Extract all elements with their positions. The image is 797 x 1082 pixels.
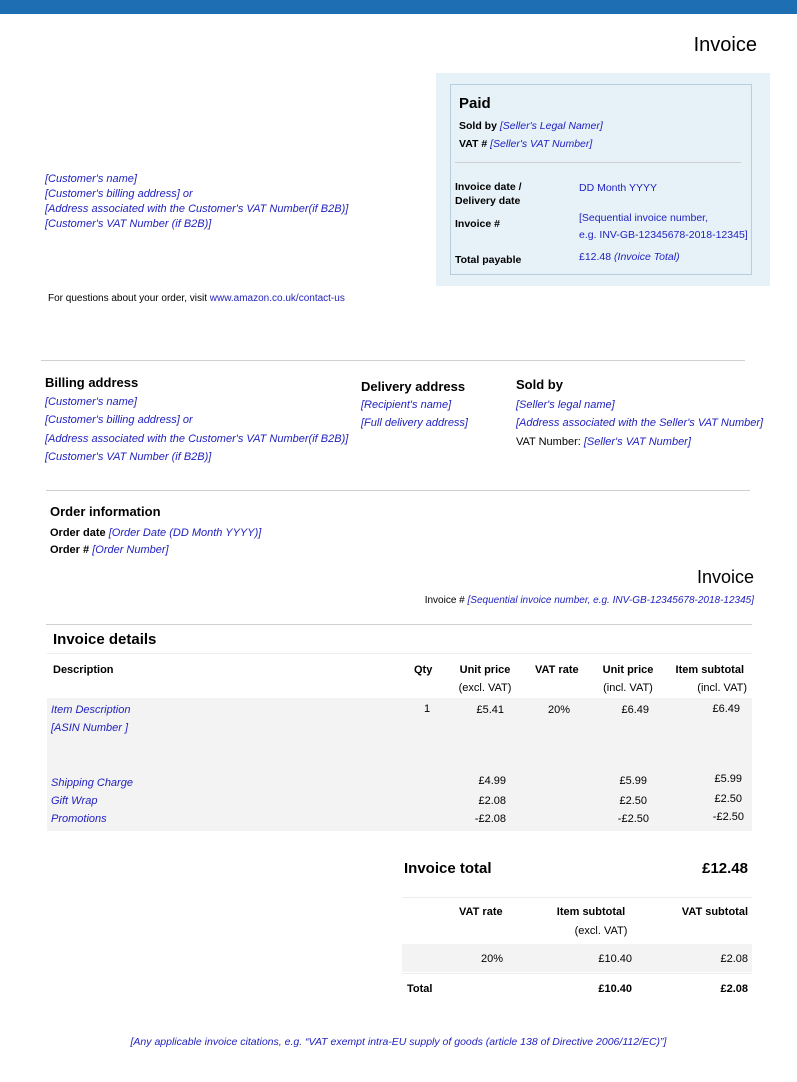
col-item-subtotal-sub: (incl. VAT) [697, 682, 747, 694]
charge-incl: -£2.50 [617, 813, 649, 825]
paid-sold-by [459, 120, 603, 132]
totals-col-item-subtotal: Item subtotal [556, 906, 626, 918]
col-unit-price: Unit price [459, 664, 511, 676]
charge-incl: £2.50 [619, 795, 647, 807]
item-subtotal: £6.49 [712, 703, 740, 715]
charge-incl: £5.99 [619, 775, 647, 787]
invoice-date-value: DD Month YYYY [579, 182, 658, 194]
col-description: Description [53, 664, 114, 676]
billing-line: [Customer's billing address] or [45, 414, 193, 427]
totals-total-item: £10.40 [598, 983, 632, 995]
order-number-line [50, 544, 169, 556]
totals-col-item-subtotal-sub: (excl. VAT) [574, 925, 628, 937]
section-divider [46, 624, 752, 625]
invoice-section-number-label: Invoice # [424, 595, 465, 606]
invoice-number-value-1: [Sequential invoice number, [579, 212, 708, 224]
billing-line: [Address associated with the Customer's VAT Number(if B2B)] [45, 432, 349, 445]
billing-lines [45, 393, 348, 466]
order-date-label: Order date [50, 527, 106, 539]
delivery-heading: Delivery address [361, 379, 466, 394]
customer-block [45, 172, 348, 232]
charge-label: Gift Wrap [51, 795, 98, 807]
invoice-date-label: Invoice date / Delivery date [455, 181, 522, 207]
vat-value: [Seller's VAT Number] [490, 138, 593, 150]
item-asin: [ASIN Number ] [51, 722, 129, 734]
invoice-total-label: Invoice total [404, 860, 492, 877]
section-divider [46, 490, 750, 491]
seller-vat-label: VAT Number: [516, 435, 581, 448]
sold-by-heading: Sold by [516, 377, 563, 392]
seller-address: [Address associated with the Seller's VAT Number] [516, 417, 764, 430]
table-divider [47, 653, 752, 654]
charge-subtotal: £5.99 [714, 773, 742, 785]
total-payable-label: Total payable [455, 254, 522, 266]
paid-divider [455, 162, 741, 163]
customer-vat-address: [Address associated with the Customer's VAT Number(if B2B)] [45, 203, 349, 215]
customer-billing: [Customer's billing address] or [45, 188, 193, 200]
invoice-number-label: Invoice # [455, 218, 500, 230]
total-payable-amount: £12.48 [579, 251, 612, 263]
delivery-line: [Recipient's name] [361, 399, 452, 411]
total-payable-value [579, 251, 680, 263]
billing-heading: Billing address [45, 375, 139, 390]
totals-row-item: £10.40 [598, 953, 632, 965]
totals-row-rate: 20% [481, 953, 504, 965]
totals-row-vat: £2.08 [720, 953, 748, 965]
order-number-label: Order # [50, 544, 90, 556]
delivery-line: [Full delivery address] [361, 417, 468, 430]
seller-legal-name: [Seller's legal name] [516, 399, 615, 411]
vat-label: VAT # [459, 138, 488, 150]
seller-vat-line [516, 433, 763, 451]
totals-col-vat-rate: VAT rate [459, 906, 503, 918]
sold-by-lines [516, 396, 763, 451]
invoice-total-amount: £12.48 [702, 860, 748, 877]
item-description: Item Description [51, 704, 131, 716]
seller-vat-value: [Seller's VAT Number] [583, 435, 691, 448]
col-unit-price-incl: Unit price [602, 664, 654, 676]
col-item-subtotal: Item subtotal [675, 664, 744, 676]
charge-label: Promotions [51, 813, 107, 825]
item-vat-rate: 20% [548, 704, 571, 716]
col-qty: Qty [414, 664, 433, 676]
invoice-details-heading: Invoice details [53, 631, 157, 648]
page-title: Invoice [693, 34, 757, 56]
charge-subtotal: -£2.50 [712, 811, 744, 823]
paid-heading: Paid [459, 95, 491, 112]
contact-link[interactable]: www.amazon.co.uk/contact-us [209, 293, 345, 304]
item-unit-excl: £5.41 [476, 704, 504, 716]
charge-label: Shipping Charge [51, 777, 133, 789]
section-divider [41, 360, 745, 361]
invoice-section-title: Invoice [696, 567, 754, 587]
totals-total-label: Total [407, 983, 433, 995]
totals-total-vat: £2.08 [720, 983, 748, 995]
footer-citation: [Any applicable invoice citations, e.g. “VAT exempt intra-EU supply of goods (article 138 of Directive 2006/112/EC)”] [130, 1036, 667, 1048]
sold-by-value: [Seller's Legal Namer] [499, 120, 603, 132]
charge-excl: -£2.08 [474, 813, 506, 825]
item-qty: 1 [424, 703, 431, 715]
customer-vat-number: [Customer's VAT Number (if B2B)] [45, 218, 212, 230]
order-date-value: [Order Date (DD Month YYYY)] [108, 527, 262, 539]
items-body [47, 698, 752, 831]
invoice-section-number-value: [Sequential invoice number, e.g. INV-GB-12345678-2018-12345] [467, 595, 754, 606]
invoice-number-value-2: e.g. INV-GB-12345678-2018-12345] [579, 229, 748, 241]
billing-line: [Customer's name] [45, 396, 137, 408]
charge-excl: £2.08 [478, 795, 506, 807]
total-payable-note: (Invoice Total) [614, 251, 680, 263]
invoice-section-number [425, 595, 754, 606]
totals-divider [402, 973, 752, 974]
order-info-heading: Order information [50, 504, 161, 519]
item-unit-incl: £6.49 [621, 704, 649, 716]
col-vat-rate: VAT rate [535, 664, 579, 676]
questions-text: For questions about your order, visit [48, 293, 207, 304]
order-number-value: [Order Number] [92, 544, 169, 556]
delivery-lines [361, 396, 468, 433]
col-incl-vat: (incl. VAT) [603, 682, 653, 694]
totals-col-vat-subtotal: VAT subtotal [681, 906, 748, 918]
order-date-line [50, 527, 261, 539]
questions-line [48, 293, 345, 304]
paid-vat [459, 138, 592, 150]
customer-name: [Customer's name] [45, 173, 137, 185]
totals-divider [402, 897, 752, 898]
col-excl-vat: (excl. VAT) [458, 682, 512, 694]
charge-subtotal: £2.50 [714, 793, 742, 805]
sold-by-label: Sold by [459, 120, 497, 132]
billing-line: [Customer's VAT Number (if B2B)] [45, 450, 212, 463]
charge-excl: £4.99 [478, 775, 506, 787]
top-accent-bar [0, 0, 797, 14]
